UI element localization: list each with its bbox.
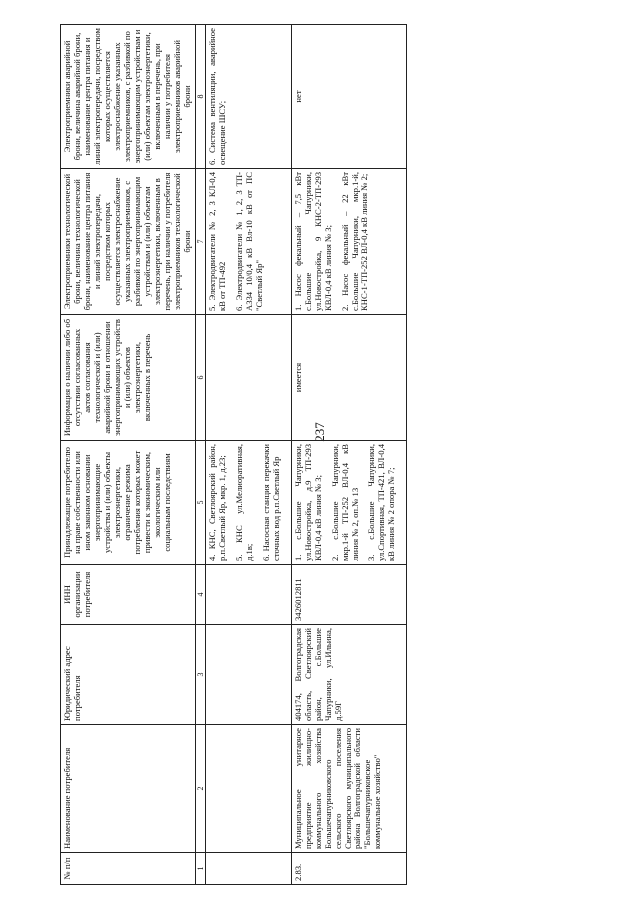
column-number-row [195,25,205,885]
column-number: 1 [195,853,205,885]
table-row [291,25,407,885]
device-item: 4. КНС, Светлоярский район, р.п.Светлый Яр, мкр. 1, д.23; [206,444,227,561]
emergency-reserve-item: 6. Система вентиляции, аварийное освещение ШСУ; [206,28,227,165]
cont-address [205,625,291,725]
tech-reserve-item: 6. Электродвигатели № 1, 2, 3 ТП-А334 10/0,4 кВ Вл-10 кВ от ПС "Светлый Яр" [233,172,264,311]
row-address: 404174, Волгоградская область, Светлоярский район, с.Большие Чапурники, ул.Ильина, д.59Г [291,625,407,725]
header-devices: Принадлежащие потребителю на праве собственности или ином законном основании энергопринимающие устройства и (или) объекты электроэнергетики, ограничение режима потребления которых может привести к экономическим, экологическим или социальным последствиям [61,441,196,565]
tech-reserve-item: 1. Насос фекальный – 7,5 кВт с.Большие Чапурники, ул.Новостройка, 9 КНС-2-ТП-293 КВЛ-0,4 кВ линия № 3; [292,172,333,311]
device-item: 5. КНС ул.Мелиоративная, д.1в; [233,444,254,561]
column-number: 7 [195,169,205,315]
rotated-table-container [60,25,640,885]
header-tech-reserve: Электроприемники технологической брони, величина технологической брони, наименование центра питания и линий электропередачи, посредством которых осуществляется электроснабжение указанных электроприемников, с разбивкой по энергопринимающим устройствам и (или) объектам электроэнергетики, включенным в перечень, при наличии у потребителя электроприемников технологической брони [61,169,196,315]
row-name: Муниципальное унитарное предприятие жилищно-коммунального хозяйства Большечапурниковского сельского поселения Светлоярского муниципального района Волгоградской области "Большечапурниковское коммунальное хозяйство" [291,725,407,853]
tech-reserve-item: 2. Насос фекальный – 22 кВт с.Большие Чапурники, мкр.1-й, КНС-1-ТП-252 ВЛ-0,4 кВ линия № 2; [339,172,370,311]
cont-num [205,853,291,885]
device-item: 6. Насосная станция перекачки сточных вод р.п.Светлый Яр [260,444,281,561]
cont-name [205,725,291,853]
cont-devices [205,441,291,565]
column-number: 4 [195,565,205,625]
consumer-table [60,24,407,885]
column-number: 5 [195,441,205,565]
header-num: № п/п [61,853,196,885]
cont-tech-reserve [205,169,291,315]
header-inn: ИНН организации потребителя [61,565,196,625]
device-item: 3. с.Большие Чапурники, ул.Спортивная, ТП-421, ВЛ-0,4 кВ линия № 2 опора № 7; [366,444,397,561]
device-item: 1. с.Большие Чапурники, ул.Новостройка, д.9 ТП-293 КВЛ-0,4 кВ линия № 3; [292,444,323,561]
header-emergency-reserve: Электроприемники аварийной брони, величина аварийной брони, наименование центра питания и линий электропередачи, посредством которых осуществляется электроснабжение указанных электроприемников, с разбивкой по энергопринимающим устройствам и (или) объектам электроэнергетики, включенным в перечень, при наличии у потребителя электроприемников аварийной брони [61,25,196,169]
page-number: 237 [312,422,327,442]
row-acts: имеется [291,315,407,441]
column-number: 8 [195,25,205,169]
row-devices [291,441,407,565]
header-row [61,25,196,885]
cont-acts [205,315,291,441]
column-number: 2 [195,725,205,853]
column-number: 6 [195,315,205,441]
continuation-row [205,25,291,885]
cont-emergency-reserve [205,25,291,169]
tech-reserve-item: 5. Электродвигатели № 2, 3 КЛ-0,4 кВ от ТП-492 [206,172,227,311]
cont-inn [205,565,291,625]
row-emergency-reserve: нет [291,25,407,169]
header-address: Юридический адрес потребителя [61,625,196,725]
column-number: 3 [195,625,205,725]
header-name: Наименование потребителя [61,725,196,853]
row-tech-reserve [291,169,407,315]
row-inn: 3426012811 [291,565,407,625]
device-item: 2. с.Большие Чапурники, мкр.1-й ТП-252 ВЛ-0,4 кВ линия № 2, оп.№ 13 [329,444,360,561]
header-acts: Информация о наличии либо об отсутствии согласованных актов согласования технологической и (или) аварийной брони в отношении энергопринимающих устройств и (или) объектов электроэнергетики, включенных в перечень [61,315,196,441]
row-num: 2.83. [291,853,407,885]
